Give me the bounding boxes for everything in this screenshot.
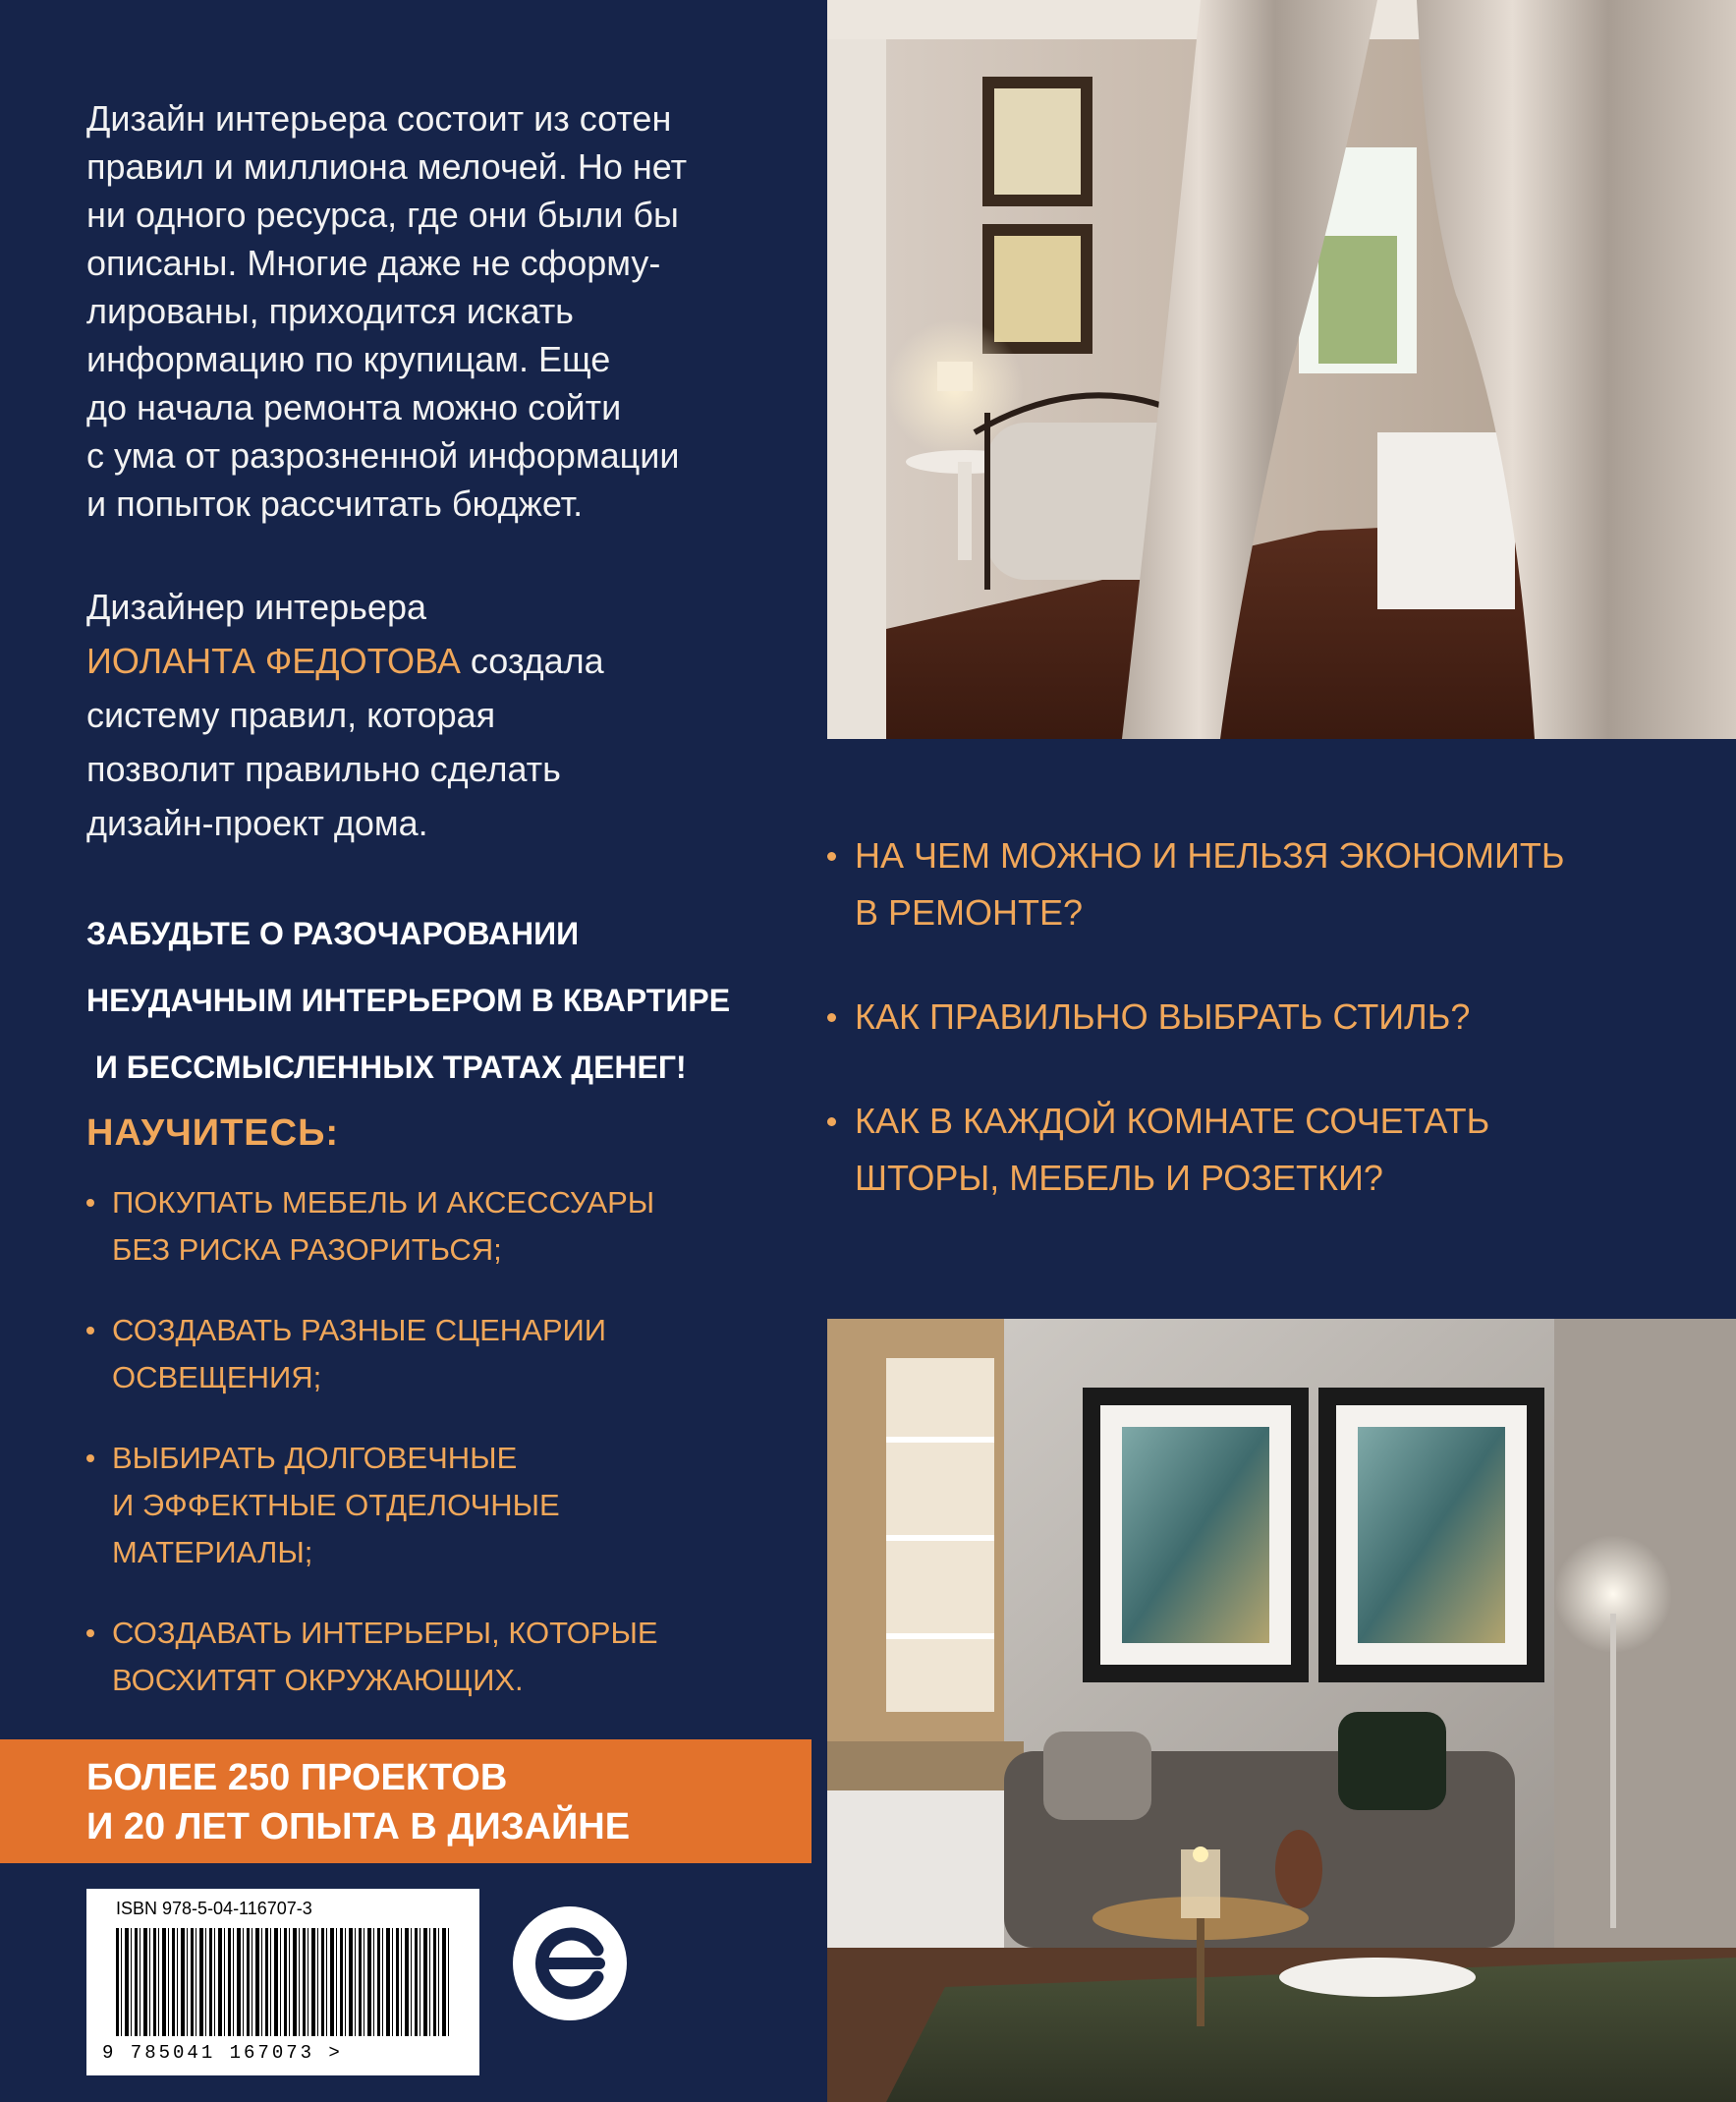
isbn-barcode xyxy=(86,1889,479,2075)
list-item-line: ВОСХИТЯТ ОКРУЖАЮЩИХ. xyxy=(112,1663,524,1697)
list-item-line: СОЗДАВАТЬ ИНТЕРЬЕРЫ, КОТОРЫЕ xyxy=(112,1616,658,1650)
promo-line: БОЛЕЕ 250 ПРОЕКТОВ xyxy=(86,1757,508,1798)
designer-line: систему правил, которая xyxy=(86,695,496,735)
intro-line: ни одного ресурса, где они были бы xyxy=(86,195,679,235)
bullet-icon xyxy=(827,852,836,861)
promo-band xyxy=(0,1739,812,1863)
designer-line: дизайн-проект дома. xyxy=(86,803,428,843)
bullet-icon xyxy=(86,1327,94,1335)
isbn-label: ISBN 978-5-04-116707-3 xyxy=(116,1899,312,1918)
bullet-icon xyxy=(827,1013,836,1022)
interior-photo-reading-corner xyxy=(827,0,1736,739)
bullet-icon xyxy=(86,1199,94,1207)
promo-line: И 20 ЛЕТ ОПЫТА В ДИЗАЙНЕ xyxy=(86,1806,631,1847)
intro-line: описаны. Многие даже не сформу- xyxy=(86,243,661,283)
slogan-line: И БЕССМЫСЛЕННЫХ ТРАТАХ ДЕНЕГ! xyxy=(86,1050,687,1085)
intro-line: до начала ремонта можно сойти xyxy=(86,387,622,427)
slogan-line: НЕУДАЧНЫМ ИНТЕРЬЕРОМ В КВАРТИРЕ xyxy=(86,983,731,1018)
barcode-bars xyxy=(116,1928,450,2036)
barcode-digits: 9 785041 167073 > xyxy=(102,2042,343,2064)
question-line: ШТОРЫ, МЕБЕЛЬ И РОЗЕТКИ? xyxy=(855,1158,1383,1198)
list-item xyxy=(827,1093,1711,1207)
list-item xyxy=(86,1307,774,1401)
list-item-line: ПОКУПАТЬ МЕБЕЛЬ И АКСЕССУАРЫ xyxy=(112,1185,655,1220)
list-item xyxy=(827,827,1711,941)
list-item-line: МАТЕРИАЛЫ; xyxy=(112,1535,313,1569)
bullet-icon xyxy=(827,1117,836,1126)
intro-line: Дизайн интерьера состоит из сотен xyxy=(86,98,672,139)
intro-paragraph xyxy=(86,94,774,528)
list-item xyxy=(86,1610,774,1704)
list-item-line: СОЗДАВАТЬ РАЗНЫЕ СЦЕНАРИИ xyxy=(112,1313,607,1347)
list-item xyxy=(827,989,1711,1046)
learn-list xyxy=(86,1179,774,1737)
question-line: НА ЧЕМ МОЖНО И НЕЛЬЗЯ ЭКОНОМИТЬ xyxy=(855,835,1565,876)
slogan xyxy=(86,900,794,1101)
list-item-line: БЕЗ РИСКА РАЗОРИТЬСЯ; xyxy=(112,1232,502,1267)
intro-line: и попыток рассчитать бюджет. xyxy=(86,483,584,524)
question-line: В РЕМОНТЕ? xyxy=(855,892,1084,933)
learn-title: НАУЧИТЕСЬ: xyxy=(86,1112,340,1154)
designer-line: Дизайнер интерьера xyxy=(86,587,426,627)
bullet-icon xyxy=(86,1629,94,1637)
intro-line: правил и миллиона мелочей. Но нет xyxy=(86,146,688,187)
designer-line: позволит правильно сделать xyxy=(86,749,561,789)
list-item xyxy=(86,1179,774,1274)
author-name: ИОЛАНТА ФЕДОТОВА xyxy=(86,641,461,681)
question-line: КАК ПРАВИЛЬНО ВЫБРАТЬ СТИЛЬ? xyxy=(855,996,1471,1037)
slogan-line: ЗАБУДЬТЕ О РАЗОЧАРОВАНИИ xyxy=(86,916,580,951)
eksmo-logo-icon xyxy=(511,1904,629,2022)
list-item-line: И ЭФФЕКТНЫЕ ОТДЕЛОЧНЫЕ xyxy=(112,1488,560,1522)
list-item-line: ОСВЕЩЕНИЯ; xyxy=(112,1360,322,1394)
interior-photo-living-room xyxy=(827,1319,1736,2102)
list-item xyxy=(86,1435,774,1576)
designer-line: создала xyxy=(460,641,604,681)
list-item-line: ВЫБИРАТЬ ДОЛГОВЕЧНЫЕ xyxy=(112,1441,518,1475)
promo-text xyxy=(86,1753,630,1851)
intro-line: с ума от разрозненной информации xyxy=(86,435,680,476)
intro-line: лированы, приходится искать xyxy=(86,291,574,331)
bullet-icon xyxy=(86,1454,94,1462)
question-line: КАК В КАЖДОЙ КОМНАТЕ СОЧЕТАТЬ xyxy=(855,1101,1490,1141)
intro-line: информацию по крупицам. Еще xyxy=(86,339,611,379)
designer-paragraph xyxy=(86,580,774,850)
questions-list xyxy=(827,827,1711,1254)
